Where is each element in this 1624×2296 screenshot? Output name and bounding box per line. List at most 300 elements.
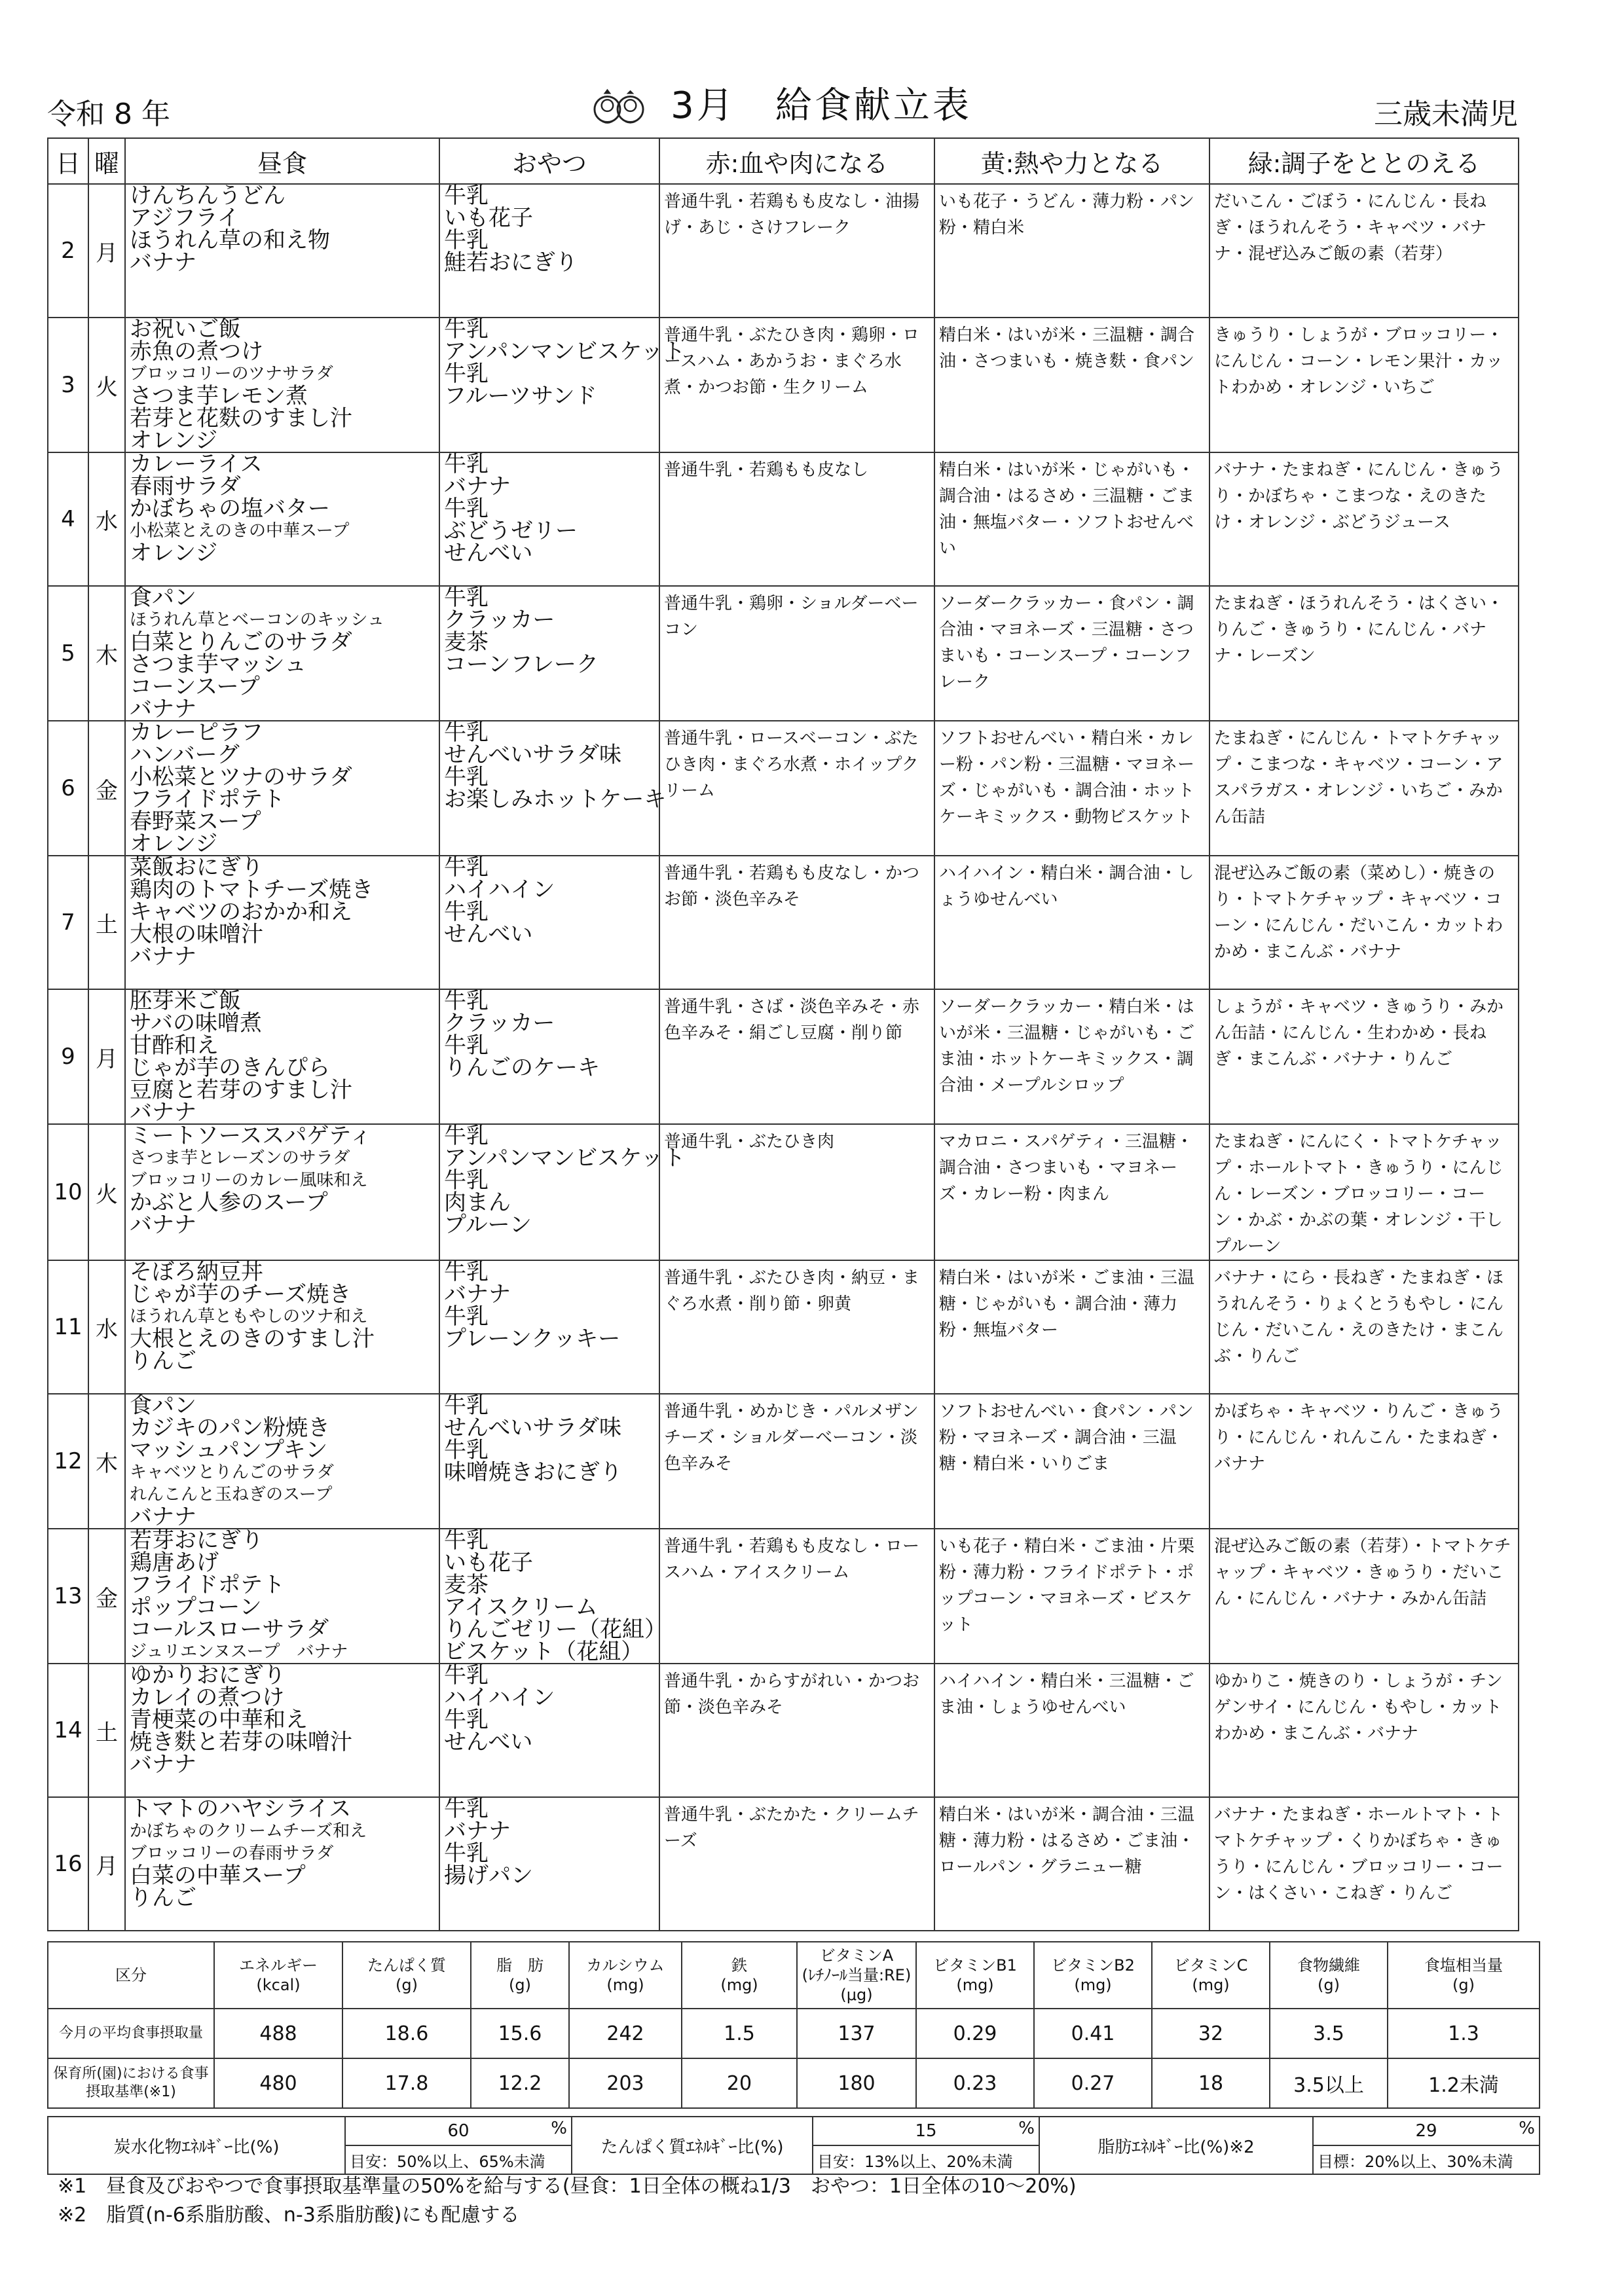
lunch-item: オレンジ [130,831,218,857]
lunch-item: バナナ [130,249,196,276]
yellow-foods: 精白米・はいが米・ごま油・三温糖・じゃがいも・調合油・薄力粉・無塩バター [934,1260,1209,1394]
weekday: 木 [88,586,125,721]
lunch-item: 鶏唐あげ [130,1550,219,1576]
lunch-items [125,989,439,1124]
weekday: 木 [88,1394,125,1529]
lunch-item: ブロッコリーの春雨サラダ [130,1844,334,1863]
page-header [47,79,1518,137]
red-foods: 普通牛乳・ぶたひき肉・鶏卵・ロースハム・あかうお・まぐろ水煮・かつお節・生クリーム [659,318,934,452]
carb-ratio-value: 60 % [345,2117,572,2145]
lunch-item: 白菜とりんごのサラダ [130,629,352,655]
menu-day-row [48,586,1519,721]
fat-ratio-label: 脂肪ｴﾈﾙｷﾞｰ比(%)※2 [1039,2117,1313,2174]
day-number: 13 [48,1529,88,1664]
nutrient-header [1152,1942,1270,2009]
standard-value: 18 [1152,2058,1270,2108]
lunch-item: 小松菜とえのきの中華スープ [130,521,350,541]
menu-day-row [48,184,1519,318]
lunch-item: カレイの煮つけ [130,1685,285,1711]
snack-item: お楽しみホットケーキ [444,786,667,812]
lunch-items [125,1664,439,1797]
lunch-items [125,1529,439,1664]
snack-items [439,1797,659,1931]
lunch-item: そぼろ納豆丼 [130,1259,263,1285]
lunch-item: 白菜の中華スープ [130,1863,306,1889]
weekday: 火 [88,1124,125,1260]
lunch-item: コールスローサラダ [130,1616,329,1643]
snack-item: 牛乳 [444,1662,489,1688]
nutrient-name: たんぱく質 [367,1956,446,1975]
snack-item: ぶどうゼリー [444,518,578,544]
average-value: 242 [569,2009,682,2058]
standard-value: 3.5以上 [1270,2058,1388,2108]
standard-label: 保育所(園)における食事摂取基準(※1) [48,2058,214,2108]
red-foods: 普通牛乳・鶏卵・ショルダーベーコン [659,586,934,721]
era-year: 令和 8 年 [47,98,170,131]
lunch-item: バナナ [130,1099,196,1125]
standard-value: 20 [682,2058,797,2108]
snack-item: バナナ [444,1281,511,1307]
weekday: 金 [88,1529,125,1664]
nutrient-header [569,1942,682,2009]
red-foods: 普通牛乳・若鶏もも皮なし・油揚げ・あじ・さけフレーク [659,184,934,318]
col-red: 赤:血や肉になる [659,138,934,184]
menu-day-row [48,318,1519,452]
snack-item: 牛乳 [444,496,489,522]
yellow-foods: ソフトおせんべい・食パン・パン粉・マヨネーズ・調合油・三温糖・精白米・いりごま [934,1394,1209,1529]
lunch-item: 若芽と花麩のすまし汁 [130,405,352,431]
lunch-item: フライドポテト [130,1572,285,1598]
title-month: 3月 [671,84,736,128]
nutrient-unit: (kcal) [256,1976,301,1994]
red-foods: 普通牛乳・さば・淡色辛みそ・赤色辛みそ・絹ごし豆腐・削り節 [659,989,934,1124]
weekday: 土 [88,1664,125,1797]
average-value: 32 [1152,2009,1270,2058]
fat-ratio-guide: 目標：20%以上、30%未満 [1313,2145,1540,2174]
lunch-item: お祝いご飯 [130,316,241,342]
yellow-foods: ソーダークラッカー・食パン・調合油・マヨネーズ・三温糖・さつまいも・コーンスープ・コーンフレーク [934,586,1209,721]
col-green: 緑:調子をととのえる [1209,138,1519,184]
fat-ratio-value: 29 % [1313,2117,1540,2145]
snack-item: プレーンクッキー [444,1326,621,1352]
day-number: 10 [48,1124,88,1260]
nutrient-unit: (mg) [956,1976,994,1994]
nutrient-header [1388,1942,1540,2009]
snack-item: アイスクリーム [444,1594,598,1620]
lunch-item: カジキのパン粉焼き [130,1415,330,1441]
red-foods: 普通牛乳・若鶏もも皮なし [659,452,934,586]
day-number: 6 [48,721,88,856]
hina-doll-icon [593,82,644,134]
nutrient-unit: (mg) [1074,1976,1112,1994]
average-label: 今月の平均食事摂取量 [48,2009,214,2058]
lunch-item: 鶏肉のトマトチーズ焼き [130,877,374,903]
lunch-items [125,1394,439,1529]
lunch-item: かぶと人参のスープ [130,1190,328,1216]
lunch-item: バナナ [130,1751,196,1777]
average-value: 0.29 [916,2009,1034,2058]
lunch-item: ブロッコリーのツナサラダ [130,364,333,384]
snack-item: 鮭若おにぎり [444,249,578,276]
nutrient-name: エネルギー [239,1956,318,1975]
lunch-items [125,856,439,989]
lunch-items [125,721,439,856]
green-foods: かぼちゃ・キャベツ・りんご・きゅうり・にんじん・れんこん・たまねぎ・バナナ [1209,1394,1519,1529]
day-number: 12 [48,1394,88,1529]
nutrition-table [47,1941,1540,2109]
snack-item: せんべい [444,1729,533,1755]
lunch-item: ミートソーススパゲティ [130,1123,372,1149]
green-foods: バナナ・たまねぎ・ホールトマト・トマトケチャップ・くりかぼちゃ・きゅうり・にんじん・ブロッコリー・コーン・はくさい・こねぎ・りんご [1209,1797,1519,1931]
average-value: 1.3 [1388,2009,1540,2058]
nutrient-unit: (ﾚﾁﾉｰﾙ当量:RE)(μg) [802,1966,912,2004]
snack-item: 肉まん [444,1190,511,1216]
lunch-items [125,586,439,721]
yellow-foods: いも花子・うどん・薄力粉・パン粉・精白米 [934,184,1209,318]
standard-value: 12.2 [471,2058,569,2108]
day-number: 9 [48,989,88,1124]
snack-item: バナナ [444,473,511,500]
weekday: 金 [88,721,125,856]
lunch-item: マッシュパンプキン [130,1437,328,1463]
nutrient-name: ビタミンA [819,1946,894,1965]
day-number: 3 [48,318,88,452]
lunch-item: サバの味噌煮 [130,1010,262,1036]
standard-value: 203 [569,2058,682,2108]
green-foods: ゆかりこ・焼きのり・しょうが・チンゲンサイ・にんじん・もやし・カットわかめ・まこんぶ・バナナ [1209,1664,1519,1797]
nutrient-name: カルシウム [586,1956,665,1975]
lunch-item: コーンスープ [130,674,260,700]
carb-ratio-label: 炭水化物ｴﾈﾙｷﾞｰ比(%) [48,2117,345,2174]
snack-item: プルーン [444,1212,532,1238]
lunch-item: ポップコーン [130,1594,262,1620]
lunch-item: 食パン [130,585,196,611]
lunch-item: バナナ [130,696,196,722]
day-number: 14 [48,1664,88,1797]
lunch-item: ほうれん草ともやしのツナ和え [130,1307,368,1326]
standard-value: 17.8 [342,2058,471,2108]
snack-item: 牛乳 [444,585,489,611]
day-number: 4 [48,452,88,586]
snack-items [439,1123,686,1260]
nutrient-header [1034,1942,1152,2009]
green-foods: きゅうり・しょうが・ブロッコリー・にんじん・コーン・レモン果汁・カットわかめ・オレンジ・いちご [1209,318,1519,452]
nutrient-header [214,1942,342,2009]
nutrient-unit: (g) [1452,1976,1475,1994]
lunch-items [125,184,439,318]
protein-ratio-guide: 目安：13%以上、20%未満 [813,2145,1039,2174]
nutrient-name: 食物繊維 [1297,1956,1360,1975]
snack-item: いも花子 [444,1550,533,1576]
nutrition-header-row [48,1942,1540,2009]
nutrient-header [916,1942,1034,2009]
nutrient-unit: (mg) [606,1976,644,1994]
yellow-foods: 精白米・はいが米・じゃがいも・調合油・はるさめ・三温糖・ごま油・無塩バター・ソフトおせんべい [934,452,1209,586]
snack-item: 牛乳 [444,1840,489,1867]
nutrient-header [1270,1942,1388,2009]
snack-item: 牛乳 [444,1707,489,1733]
lunch-item: りんご [130,1885,196,1911]
lunch-item: ブロッコリーのカレー風味和え [130,1171,368,1190]
weekday: 水 [88,452,125,586]
snack-item: 牛乳 [444,1032,489,1059]
standard-value: 480 [214,2058,342,2108]
lunch-item: オレンジ [130,428,218,454]
average-value: 15.6 [471,2009,569,2058]
footnote-2: ※2 脂質(n-6系脂肪酸、n-3系脂肪酸)にも配慮する [58,2204,520,2227]
green-foods: 混ぜ込みご飯の素（菜めし）・焼きのり・トマトケチャップ・キャベツ・コーン・にんじん・だいこん・カットわかめ・まこんぶ・バナナ [1209,856,1519,989]
red-foods: 普通牛乳・ロースベーコン・ぶたひき肉・まぐろ水煮・ホイップクリーム [659,721,934,856]
lunch-item: 食パン [130,1393,196,1419]
yellow-foods: マカロニ・スパゲティ・三温糖・調合油・さつまいも・マヨネーズ・カレー粉・肉まん [934,1124,1209,1260]
lunch-item: 豆腐と若芽のすまし汁 [130,1077,352,1103]
weekday: 水 [88,1260,125,1394]
snack-item: 牛乳 [444,1303,489,1330]
nutrient-header [797,1942,916,2009]
snack-item: 牛乳 [444,1167,489,1194]
red-foods: 普通牛乳・ぶたひき肉・納豆・まぐろ水煮・削り節・卵黄 [659,1260,934,1394]
menu-day-row [48,452,1519,586]
snack-item: 牛乳 [444,183,489,209]
snack-item: 牛乳 [444,1527,489,1554]
lunch-items [125,318,439,452]
lunch-item: 小松菜とツナのサラダ [130,764,352,790]
lunch-item: けんちんうどん [130,183,286,209]
lunch-item: ジュリエンヌスープ バナナ [130,1642,348,1662]
lunch-item: フライドポテト [130,786,285,812]
day-number: 5 [48,586,88,721]
snack-item: 揚げパン [444,1863,533,1889]
yellow-foods: 精白米・はいが米・三温糖・調合油・さつまいも・焼き麩・食パン [934,318,1209,452]
nutrient-name: 脂 肪 [496,1956,544,1975]
snack-item: せんべい [444,540,533,566]
snack-item: 牛乳 [444,988,489,1014]
snack-items [439,1664,659,1797]
snack-item: アンパンマンビスケット [444,338,686,365]
snack-items [439,989,659,1124]
standard-value: 0.27 [1034,2058,1152,2108]
snack-item: フルーツサンド [444,383,597,409]
lunch-item: トマトのハヤシライス [130,1796,352,1822]
snack-item: せんべい [444,921,533,947]
lunch-item: 青梗菜の中華和え [130,1707,308,1733]
nutrient-unit: (mg) [720,1976,758,1994]
lunch-item: 春雨サラダ [130,473,241,500]
day-number: 2 [48,184,88,318]
protein-ratio-value: 15 % [813,2117,1039,2145]
red-foods: 普通牛乳・若鶏もも皮なし・かつお節・淡色辛みそ [659,856,934,989]
green-foods: たまねぎ・にんにく・トマトケチャップ・ホールトマト・きゅうり・にんじん・レーズン・ブロッコリー・コーン・かぶ・かぶの葉・オレンジ・干しプルーン [1209,1124,1519,1260]
nutrient-unit: (g) [396,1976,418,1994]
weekday: 月 [88,989,125,1124]
lunch-item: 春野菜スープ [130,809,261,835]
day-number: 16 [48,1797,88,1931]
lunch-item: ほうれん草とベーコンのキッシュ [130,610,384,630]
nutrient-name: ビタミンB1 [933,1956,1017,1975]
snack-item: バナナ [444,1818,511,1844]
snack-item: 牛乳 [444,1796,489,1822]
snack-items [439,1527,667,1665]
nutrient-unit: (g) [509,1976,531,1994]
snack-item: せんべいサラダ味 [444,742,621,768]
lunch-item: カレーピラフ [130,720,263,746]
col-yellow: 黄:熱や力となる [934,138,1209,184]
nutrition-average-row [48,2009,1540,2058]
snack-items [439,586,659,721]
nutrient-header [682,1942,797,2009]
yellow-foods: ソーダークラッカー・精白米・はいが米・三温糖・じゃがいも・ごま油・ホットケーキミックス・調合油・メープルシロップ [934,989,1209,1124]
target-age: 三歳未満児 [1374,98,1518,131]
snack-item: 牛乳 [444,1259,489,1285]
snack-item: 麦茶 [444,1572,489,1598]
yellow-foods: ハイハイン・精白米・三温糖・ごま油・しょうゆせんべい [934,1664,1209,1797]
lunch-items [125,1124,439,1260]
snack-item: 牛乳 [444,227,489,253]
nutrient-unit: (mg) [1192,1976,1230,1994]
snack-item: ハイハイン [444,877,555,903]
lunch-item: さつま芋マッシュ [130,651,306,678]
snack-item: りんごゼリー（花組） [444,1616,667,1643]
snack-item: 味噌焼きおにぎり [444,1459,622,1485]
yellow-foods: 精白米・はいが米・調合油・三温糖・薄力粉・はるさめ・ごま油・ロールパン・グラニュー糖 [934,1797,1209,1931]
lunch-item: キャベツのおかか和え [130,899,352,925]
nutrient-header [342,1942,471,2009]
footnotes [58,2172,1077,2230]
menu-day-row [48,1394,1519,1529]
lunch-item: バナナ [130,1504,196,1530]
lunch-item: バナナ [130,943,196,970]
lunch-item: オレンジ [130,540,218,566]
snack-items [439,856,659,989]
page-title [47,77,1518,134]
carb-ratio-guide: 目安：50%以上、65%未満 [345,2145,572,2174]
weekday: 月 [88,1797,125,1931]
snack-item: りんごのケーキ [444,1055,600,1081]
menu-day-row [48,989,1519,1124]
snack-item: ハイハイン [444,1685,555,1711]
lunch-item: 甘酢和え [130,1032,219,1059]
nutrition-standard-row [48,2058,1540,2108]
menu-day-row [48,1124,1519,1260]
day-number: 11 [48,1260,88,1394]
nutrition-label-head: 区分 [48,1942,214,2009]
lunch-item: 焼き麩と若芽の味噌汁 [130,1729,352,1755]
green-foods: 混ぜ込みご飯の素（若芽）・トマトケチャップ・キャベツ・きゅうり・だいこん・にんじん・バナナ・みかん缶詰 [1209,1529,1519,1664]
lunch-item: 赤魚の煮つけ [130,338,263,365]
lunch-item: キャベツとりんごのサラダ [130,1463,334,1482]
snack-item: クラッカー [444,607,555,633]
lunch-item: かぼちゃのクリームチーズ和え [130,1821,367,1841]
lunch-item: さつま芋とレーズンのサラダ [130,1148,350,1168]
snack-item: 牛乳 [444,899,489,925]
snack-item: クラッカー [444,1010,555,1036]
nutrient-name: ビタミンB2 [1051,1956,1135,1975]
snack-item: 牛乳 [444,361,489,387]
yellow-foods: ハイハイン・精白米・調合油・しょうゆせんべい [934,856,1209,989]
standard-value: 1.2未満 [1388,2058,1540,2108]
red-foods: 普通牛乳・ぶたひき肉 [659,1124,934,1260]
snack-items [439,184,659,318]
menu-header-row [48,138,1519,184]
lunch-item: かぼちゃの塩バター [130,496,330,522]
day-number: 7 [48,856,88,989]
lunch-item: じゃが芋のチーズ焼き [130,1281,352,1307]
snack-item: 牛乳 [444,854,489,881]
green-foods: たまねぎ・ほうれんそう・はくさい・りんご・きゅうり・にんじん・バナナ・レーズン [1209,586,1519,721]
lunch-item: カレーライス [130,451,263,477]
green-foods: たまねぎ・にんじん・トマトケチャップ・こまつな・キャベツ・コーン・アスパラガス・オレンジ・いちご・みかん缶詰 [1209,721,1519,856]
menu-day-row [48,1260,1519,1394]
nutrient-name: ビタミンC [1173,1956,1248,1975]
snack-items [439,316,686,452]
lunch-item: じゃが芋のきんぴら [130,1055,330,1081]
lunch-item: 胚芽米ご飯 [130,988,241,1014]
weekday: 土 [88,856,125,989]
snack-items [439,452,659,586]
snack-item: 牛乳 [444,1393,489,1419]
average-value: 3.5 [1270,2009,1388,2058]
yellow-foods: いも花子・精白米・ごま油・片栗粉・薄力粉・フライドポテト・ポップコーン・マヨネーズ・ビスケット [934,1529,1209,1664]
lunch-item: れんこんと玉ねぎのスープ [130,1485,333,1504]
snack-item: 麦茶 [444,629,489,655]
average-value: 18.6 [342,2009,471,2058]
nutrient-name: 食塩相当量 [1424,1956,1503,1975]
lunch-item: 若芽おにぎり [130,1527,263,1554]
snack-item: 牛乳 [444,1123,489,1149]
snack-item: 牛乳 [444,451,489,477]
menu-day-row [48,1797,1519,1931]
menu-day-row [48,856,1519,989]
nutrient-name: 鉄 [731,1956,747,1975]
average-value: 488 [214,2009,342,2058]
lunch-item: 大根とえのきのすまし汁 [130,1326,375,1352]
lunch-items [125,452,439,586]
red-foods: 普通牛乳・ぶたかた・クリームチーズ [659,1797,934,1931]
yellow-foods: ソフトおせんべい・精白米・カレー粉・パン粉・三温糖・マヨネーズ・じゃがいも・調合油・ホットケーキミックス・動物ビスケット [934,721,1209,856]
green-foods: しょうが・キャベツ・きゅうり・みかん缶詰・にんじん・生わかめ・長ねぎ・まこんぶ・バナナ・りんご [1209,989,1519,1124]
lunch-item: ほうれん草の和え物 [130,227,330,253]
red-foods: 普通牛乳・めかじき・パルメザンチーズ・ショルダーベーコン・淡色辛みそ [659,1394,934,1529]
average-value: 137 [797,2009,916,2058]
green-foods: バナナ・たまねぎ・にんじん・きゅうり・かぼちゃ・こまつな・えのきたけ・オレンジ・ぶどうジュース [1209,452,1519,586]
lunch-items [125,1260,439,1394]
snack-items [439,1260,659,1394]
green-foods: バナナ・にら・長ねぎ・たまねぎ・ほうれんそう・りょくとうもやし・にんじん・だいこん・えのきたけ・まこんぶ・りんご [1209,1260,1519,1394]
snack-item: せんべいサラダ味 [444,1415,621,1441]
col-snack: おやつ [439,138,659,184]
col-lunch: 昼食 [125,138,439,184]
standard-value: 180 [797,2058,916,2108]
red-foods: 普通牛乳・若鶏もも皮なし・ロースハム・アイスクリーム [659,1529,934,1664]
lunch-item: ハンバーグ [130,742,240,768]
nutrient-unit: (g) [1318,1976,1340,1994]
lunch-item: アジフライ [130,205,240,231]
lunch-item: 大根の味噌汁 [130,921,263,947]
menu-day-row [48,1664,1519,1797]
average-value: 0.41 [1034,2009,1152,2058]
lunch-item: ゆかりおにぎり [130,1662,286,1688]
lunch-item: 菜飯おにぎり [130,854,263,881]
protein-ratio-label: たんぱく質ｴﾈﾙｷﾞｰ比(%) [572,2117,813,2174]
menu-table [47,137,1519,1931]
snack-item: コーンフレーク [444,651,599,678]
footnote-1: ※1 昼食及びおやつで食事摂取基準量の50%を給与する(昼食：1日全体の概ね1/3 おやつ：1日全体の10～20%) [58,2175,1077,2198]
title-text: 給食献立表 [775,84,972,128]
red-foods: 普通牛乳・からすがれい・かつお節・淡色辛みそ [659,1664,934,1797]
snack-item: 牛乳 [444,764,489,790]
col-weekday: 曜 [88,138,125,184]
snack-items [439,720,667,856]
